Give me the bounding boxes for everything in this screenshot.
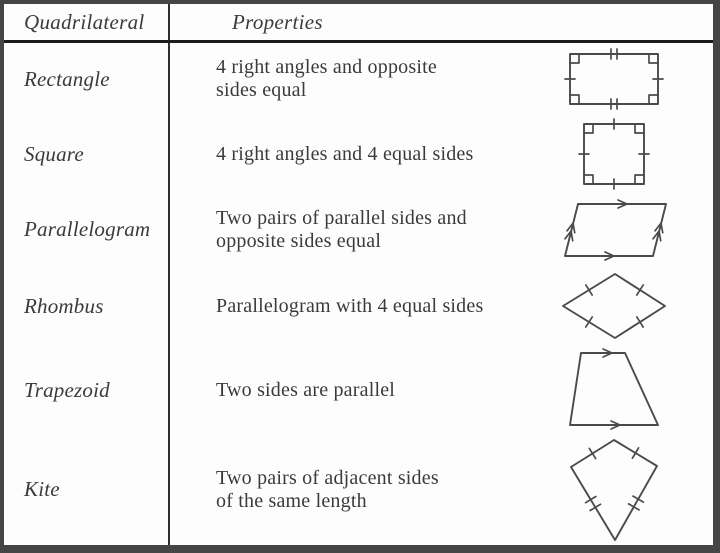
name-cell: [4, 346, 170, 434]
header-cell-quadrilateral: [4, 4, 170, 40]
row-square: [4, 115, 713, 193]
square-diagram: [535, 115, 693, 193]
shape-name-label: Rhombus: [24, 293, 104, 318]
shape-name-label: Rectangle: [24, 66, 110, 91]
property-text-line: 4 right angles and 4 equal sides: [216, 142, 474, 165]
name-cell: [4, 193, 170, 266]
name-cell: [4, 43, 170, 115]
property-cell: [170, 115, 535, 193]
name-cell: [4, 115, 170, 193]
row-rectangle: [4, 43, 713, 115]
name-cell: [4, 266, 170, 346]
row-parallelogram: [4, 193, 713, 266]
property-cell: [170, 193, 535, 266]
name-cell: [4, 434, 170, 545]
property-cell: [170, 434, 535, 545]
trapezoid-diagram: [535, 346, 693, 434]
header-cell-properties: [170, 4, 713, 40]
property-cell: [170, 266, 535, 346]
property-text-line: 4 right angles and opposite: [216, 56, 437, 78]
row-rhombus: [4, 266, 713, 346]
property-text-line: Two pairs of parallel sides and: [216, 206, 467, 229]
parallelogram-diagram: [535, 193, 693, 266]
rectangle-diagram: [535, 43, 693, 115]
row-kite: [4, 434, 713, 545]
shape-name-label: Kite: [24, 477, 60, 501]
property-text-line: Two pairs of adjacent sides: [216, 466, 439, 489]
property-cell: [170, 346, 535, 434]
shape-name-label: Parallelogram: [24, 217, 151, 241]
rhombus-diagram: [535, 266, 693, 346]
property-text-line: Parallelogram with 4 equal sides: [216, 294, 484, 317]
property-text-line: of the same length: [216, 489, 367, 512]
property-text-line: opposite sides equal: [216, 229, 382, 252]
property-text-line: sides equal: [216, 79, 307, 101]
kite-diagram: [535, 434, 693, 545]
header-label-properties: Properties: [232, 9, 323, 34]
row-trapezoid: [4, 346, 713, 434]
table-header-row: [4, 4, 713, 43]
property-cell: [170, 43, 535, 115]
shape-name-label: Trapezoid: [24, 377, 110, 402]
property-text-line: Two sides are parallel: [216, 378, 396, 401]
shape-name-label: Square: [24, 141, 84, 166]
header-label-quadrilateral: Quadrilateral: [24, 9, 145, 34]
